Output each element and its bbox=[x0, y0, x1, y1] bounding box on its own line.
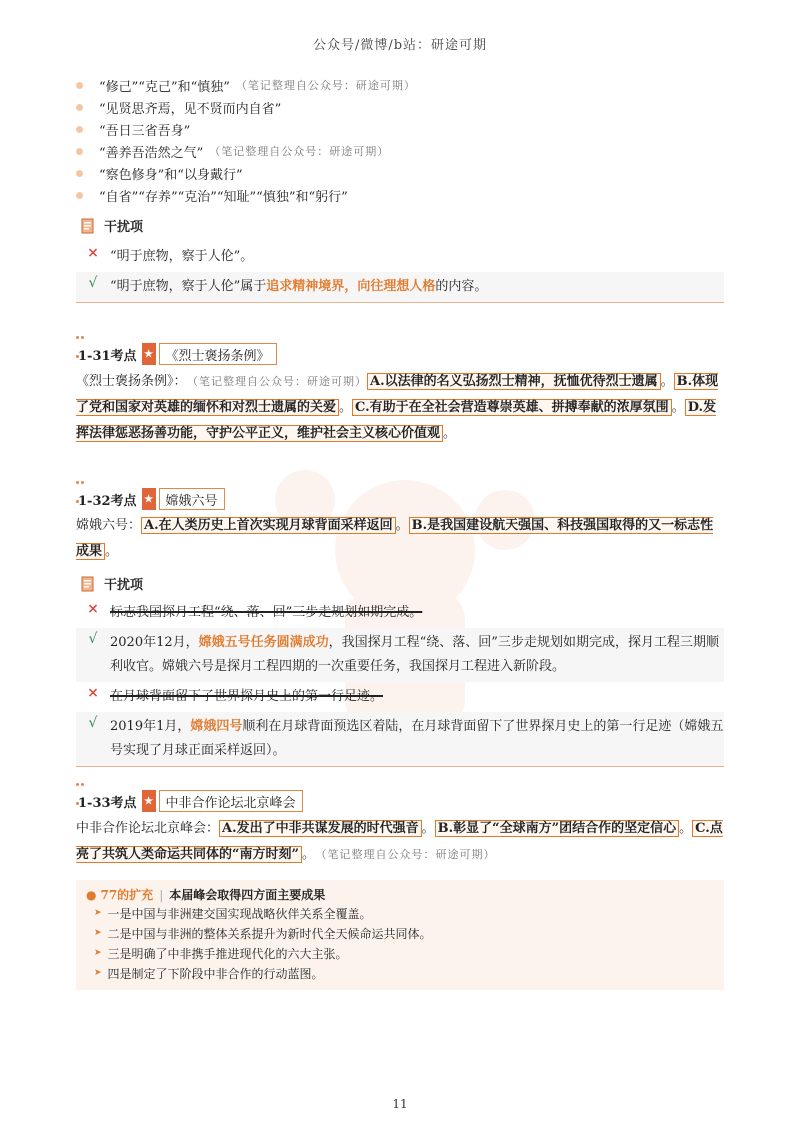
bullet-dot-icon bbox=[76, 148, 83, 155]
page-header: 公众号/微博/b站：研途可期 bbox=[312, 38, 488, 53]
page-number: 11 bbox=[392, 1097, 408, 1111]
extension-tag: 77的扩充 bbox=[100, 888, 154, 902]
distractor-box-1 bbox=[76, 242, 724, 303]
distractor-box-2 bbox=[76, 598, 724, 767]
answer-d: D.发挥法律惩恶扬善功能，守护公平正义，维护社会主义核心价值观 bbox=[76, 400, 717, 441]
bullet-item bbox=[76, 184, 736, 206]
extension-item bbox=[86, 923, 714, 943]
correct-item bbox=[76, 712, 724, 767]
answer-a: A.发出了中非共谋发展的时代强音 bbox=[219, 820, 422, 837]
bullet-dot-icon bbox=[76, 104, 83, 111]
bullet-text: “修己”“克己”和“慎独” bbox=[99, 79, 230, 95]
check-icon: √ bbox=[88, 715, 98, 731]
wrong-text: 在月球背面留下了世界探月史上的第一行足迹。 bbox=[110, 689, 384, 704]
section-paragraph-1-33: 中非合作论坛北京峰会： A.发出了中非共谋发展的时代强音 。 B.彰显了“全球南方”团结合作的坚定信心 。 C.点亮了共筑人类命运共同体的“南方时刻” 。 （笔记整理自公众号：研途可期） bbox=[76, 821, 723, 862]
cross-icon: × bbox=[87, 685, 99, 701]
section-dots bbox=[76, 481, 90, 485]
section-name: 《烈士褒扬条例》 bbox=[159, 343, 277, 365]
extension-item bbox=[86, 903, 714, 923]
bullet-item bbox=[76, 96, 736, 118]
star-badge-icon: ★ bbox=[142, 488, 156, 510]
source-note: （笔记整理自公众号：研途可期） bbox=[235, 79, 416, 92]
section-title-1-33 bbox=[76, 790, 303, 812]
bullet-dot-icon bbox=[76, 82, 83, 89]
extension-list bbox=[86, 903, 714, 983]
extension-item bbox=[86, 943, 714, 963]
star-badge-icon: ★ bbox=[142, 343, 156, 365]
wrong-item bbox=[76, 682, 724, 712]
answer-c: C.有助于在全社会营造尊崇英雄、拼搏奉献的浓厚氛围 bbox=[352, 399, 672, 416]
source-note: （笔记整理自公众号：研途可期） bbox=[320, 848, 496, 861]
check-icon: √ bbox=[88, 275, 98, 291]
extension-box bbox=[76, 880, 724, 990]
extension-item-text: 二是中国与非洲的整体关系提升为新时代全天候命运共同体。 bbox=[107, 926, 432, 941]
source-note: （笔记整理自公众号：研途可期） bbox=[209, 145, 390, 158]
wrong-text: 标志我国探月工程“绕、落、回”三步走规划如期完成。 bbox=[110, 605, 423, 620]
bullet-item bbox=[76, 74, 736, 96]
section-number: 1-31考点 bbox=[78, 348, 137, 364]
extension-item bbox=[86, 963, 714, 983]
wrong-item bbox=[76, 242, 724, 272]
arrow-icon: ➤ bbox=[94, 948, 102, 958]
section-dots bbox=[76, 783, 90, 787]
bullet-text: “吾日三省吾身” bbox=[99, 123, 191, 139]
cross-icon: × bbox=[87, 601, 99, 617]
correct-text: 2019年1月，嫦娥四号顺利在月球背面预选区着陆，在月球背面留下了世界探月史上的第一行足迹（嫦娥五号实现了月球正面采样返回）。 bbox=[110, 719, 724, 758]
arrow-icon: ➤ bbox=[94, 908, 102, 918]
para-lead: 嫦娥六号： bbox=[76, 518, 142, 533]
distractor-heading bbox=[80, 216, 143, 235]
distractor-label: 干扰项 bbox=[104, 220, 144, 235]
answer-b: B.体现了党和国家对英雄的缅怀和对烈士遗属的关爱 bbox=[76, 374, 719, 415]
section-dots bbox=[76, 336, 90, 340]
bullet-dot-icon bbox=[76, 192, 83, 199]
correct-item bbox=[76, 628, 724, 682]
section-number: 1-33考点 bbox=[78, 795, 137, 811]
wrong-item bbox=[76, 598, 724, 628]
check-icon: √ bbox=[88, 631, 98, 647]
notebook-icon bbox=[80, 576, 96, 592]
bullet-text: “见贤思齐焉，见不贤而内自省” bbox=[99, 101, 282, 117]
para-lead: 中非合作论坛北京峰会： bbox=[76, 821, 220, 836]
cross-icon: × bbox=[87, 245, 99, 261]
distractor-heading bbox=[80, 574, 143, 593]
extension-item-text: 一是中国与非洲建交国实现战略伙伴关系全覆盖。 bbox=[107, 906, 372, 921]
section-number: 1-32考点 bbox=[78, 493, 137, 509]
star-badge-icon: ★ bbox=[142, 790, 156, 812]
correct-text: “明于庶物，察于人伦”属于追求精神境界，向往理想人格的内容。 bbox=[110, 279, 488, 294]
bullet-item bbox=[76, 118, 736, 140]
section-paragraph-1-31: 《烈士褒扬条例》： （笔记整理自公众号：研途可期） A.以法律的名义弘扬烈士精神，抚恤优待烈士遗属 。 B.体现了党和国家对英雄的缅怀和对烈士遗属的关爱 。 C.有助于在全社会营造尊崇英雄、拼搏奉献的浓厚氛围 。 D.发挥法律惩恶扬善功能，守护公平正义，维护社会主义核心价值观 。 bbox=[76, 374, 719, 441]
bullet-dot-icon bbox=[76, 170, 83, 177]
extension-title: 本届峰会取得四方面主要成果 bbox=[169, 888, 326, 902]
source-note: （笔记整理自公众号：研途可期） bbox=[192, 375, 368, 388]
bullet-item bbox=[76, 140, 736, 162]
answer-c: C.点亮了共筑人类命运共同体的“南方时刻” bbox=[76, 821, 723, 862]
bullet-dot-icon bbox=[76, 126, 83, 133]
bullet-text: “自省”“存养”“克治”“知耻”“慎独”和“躬行” bbox=[99, 189, 348, 205]
section-paragraph-1-32: 嫦娥六号： A.在人类历史上首次实现月球背面采样返回 。 B.是我国建设航天强国、科技强国取得的又一标志性成果 。 bbox=[76, 518, 714, 559]
bullet-list bbox=[76, 74, 736, 206]
extension-divider: | bbox=[159, 887, 164, 902]
section-name: 嫦娥六号 bbox=[159, 488, 225, 510]
answer-b: B.彰显了“全球南方”团结合作的坚定信心 bbox=[435, 820, 679, 837]
section-title-1-31 bbox=[76, 343, 277, 365]
section-name: 中非合作论坛北京峰会 bbox=[159, 790, 303, 812]
wrong-text: “明于庶物，察于人伦”。 bbox=[110, 249, 254, 264]
correct-item bbox=[76, 272, 724, 303]
notebook-icon bbox=[80, 218, 96, 234]
arrow-icon: ➤ bbox=[94, 928, 102, 938]
distractor-label: 干扰项 bbox=[104, 578, 144, 593]
answer-b: B.是我国建设航天强国、科技强国取得的又一标志性成果 bbox=[76, 518, 714, 559]
extension-item-text: 三是明确了中非携手推进现代化的六大主张。 bbox=[107, 946, 348, 961]
arrow-icon: ➤ bbox=[94, 968, 102, 978]
answer-a: A.在人类历史上首次实现月球背面采样返回 bbox=[141, 517, 396, 534]
extension-heading bbox=[86, 886, 714, 903]
bullet-text: “善养吾浩然之气” bbox=[99, 145, 204, 161]
extension-item-text: 四是制定了下阶段中非合作的行动蓝图。 bbox=[107, 966, 324, 981]
bullet-text: “察色修身”和“以身戴行” bbox=[99, 167, 243, 183]
correct-text: 2020年12月，嫦娥五号任务圆满成功，我国探月工程“绕、落、回”三步走规划如期完成，探月工程三期顺利收官。嫦娥六号是探月工程四期的一次重要任务，我国探月工程进入新阶段。 bbox=[110, 635, 719, 674]
answer-a: A.以法律的名义弘扬烈士精神，抚恤优待烈士遗属 bbox=[367, 373, 661, 390]
location-pin-icon: ● bbox=[86, 887, 97, 902]
bullet-item bbox=[76, 162, 736, 184]
section-title-1-32 bbox=[76, 488, 225, 510]
para-lead: 《烈士褒扬条例》： bbox=[76, 374, 187, 389]
